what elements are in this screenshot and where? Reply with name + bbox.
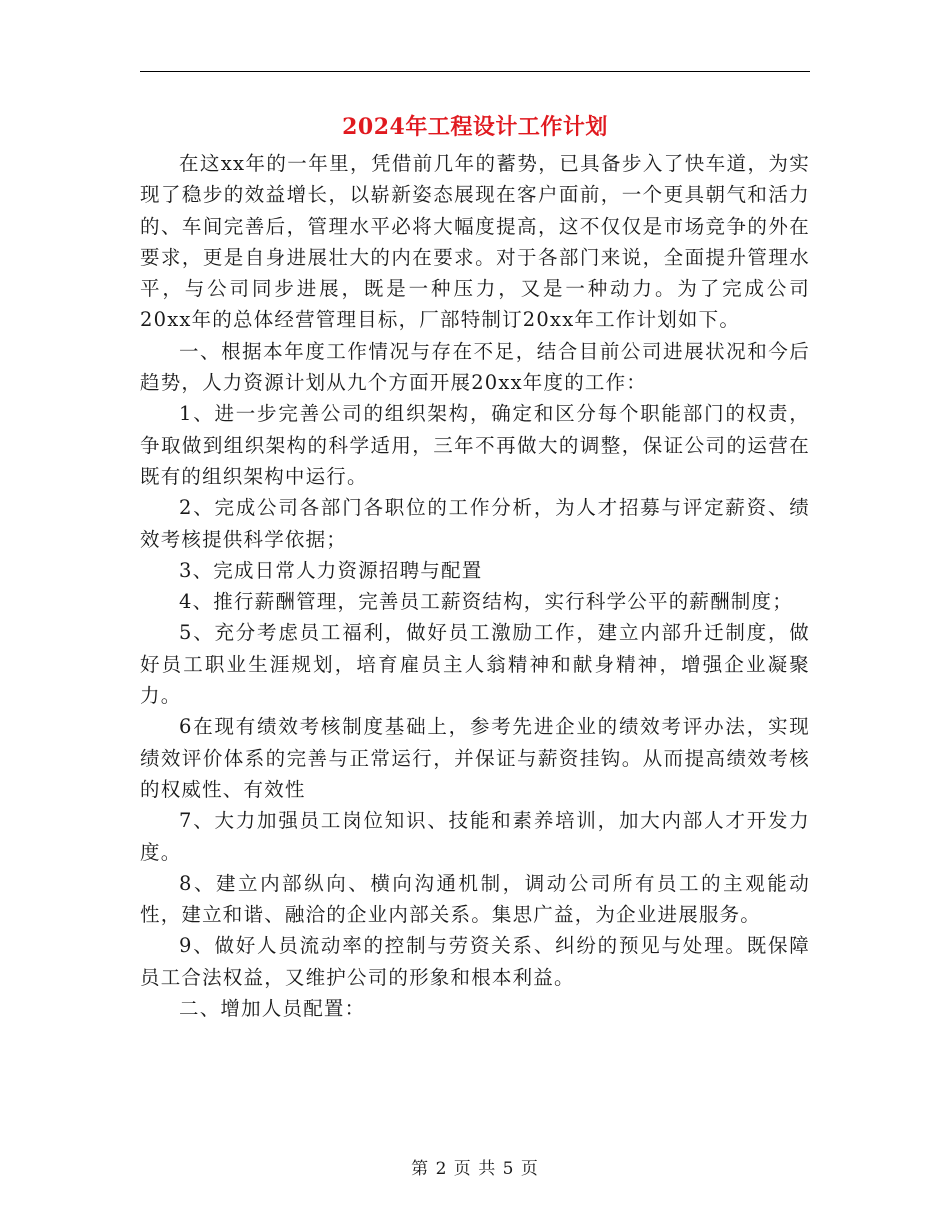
paragraph-section-1: 一、根据本年度工作情况与存在不足，结合目前公司进展状况和今后趋势，人力资源计划从九个方面开展20xx年度的工作： xyxy=(140,339,810,395)
paragraph-section-2: 二、增加人员配置： xyxy=(179,997,366,1021)
page-number: 第 2 页 共 5 页 xyxy=(411,1159,539,1179)
list-item-7: 7、大力加强员工岗位知识、技能和素养培训，加大内部人才开发力度。 xyxy=(140,809,810,864)
list-item-2: 2、完成公司各部门各职位的工作分析，为人才招募与评定薪资、绩效考核提供科学依据； xyxy=(140,496,810,551)
list-item-9: 9、做好人员流动率的控制与劳资关系、纠纷的预见与处理。既保障员工合法权益，又维护公司的形象和根本利益。 xyxy=(140,934,810,989)
list-item-8: 8、建立内部纵向、横向沟通机制，调动公司所有员工的主观能动性，建立和谐、融洽的企业内部关系。集思广益，为企业进展服务。 xyxy=(140,871,810,927)
list-item-4: 4、推行薪酬管理，完善员工薪资结构，实行科学公平的薪酬制度； xyxy=(179,590,793,614)
header-rule xyxy=(140,71,810,72)
list-item-1: 1、进一步完善公司的组织架构，确定和区分每个职能部门的权责，争取做到组织架构的科学适用，三年不再做大的调整，保证公司的运营在既有的组织架构中运行。 xyxy=(140,402,810,488)
list-item-3: 3、完成日常人力资源招聘与配置 xyxy=(179,558,483,582)
document-body xyxy=(140,148,810,1024)
document-title: 2024年工程设计工作计划 xyxy=(342,114,608,140)
paragraph-intro: 在这xx年的一年里，凭借前几年的蓄势，已具备步入了快车道，为实现了稳步的效益增长，以崭新姿态展现在客户面前，一个更具朝气和活力的、车间完善后，管理水平必将大幅度提高，这不仅仅是市场竞争的外在要求，更是自身进展壮大的内在要求。对于各部门来说，全面提升管理水平，与公司同步进展，既是一种压力，又是一种动力。为了完成公司20xx年的总体经营管理目标，厂部特制订20xx年工作计划如下。 xyxy=(140,152,810,332)
list-item-5: 5、充分考虑员工福利，做好员工激励工作，建立内部升迁制度，做好员工职业生涯规划，培育雇员主人翁精神和献身精神，增强企业凝聚力。 xyxy=(140,621,810,708)
list-item-6: 6在现有绩效考核制度基础上，参考先进企业的绩效考评办法，实现绩效评价体系的完善与正常运行，并保证与薪资挂钩。从而提高绩效考核的权威性、有效性 xyxy=(140,715,810,801)
